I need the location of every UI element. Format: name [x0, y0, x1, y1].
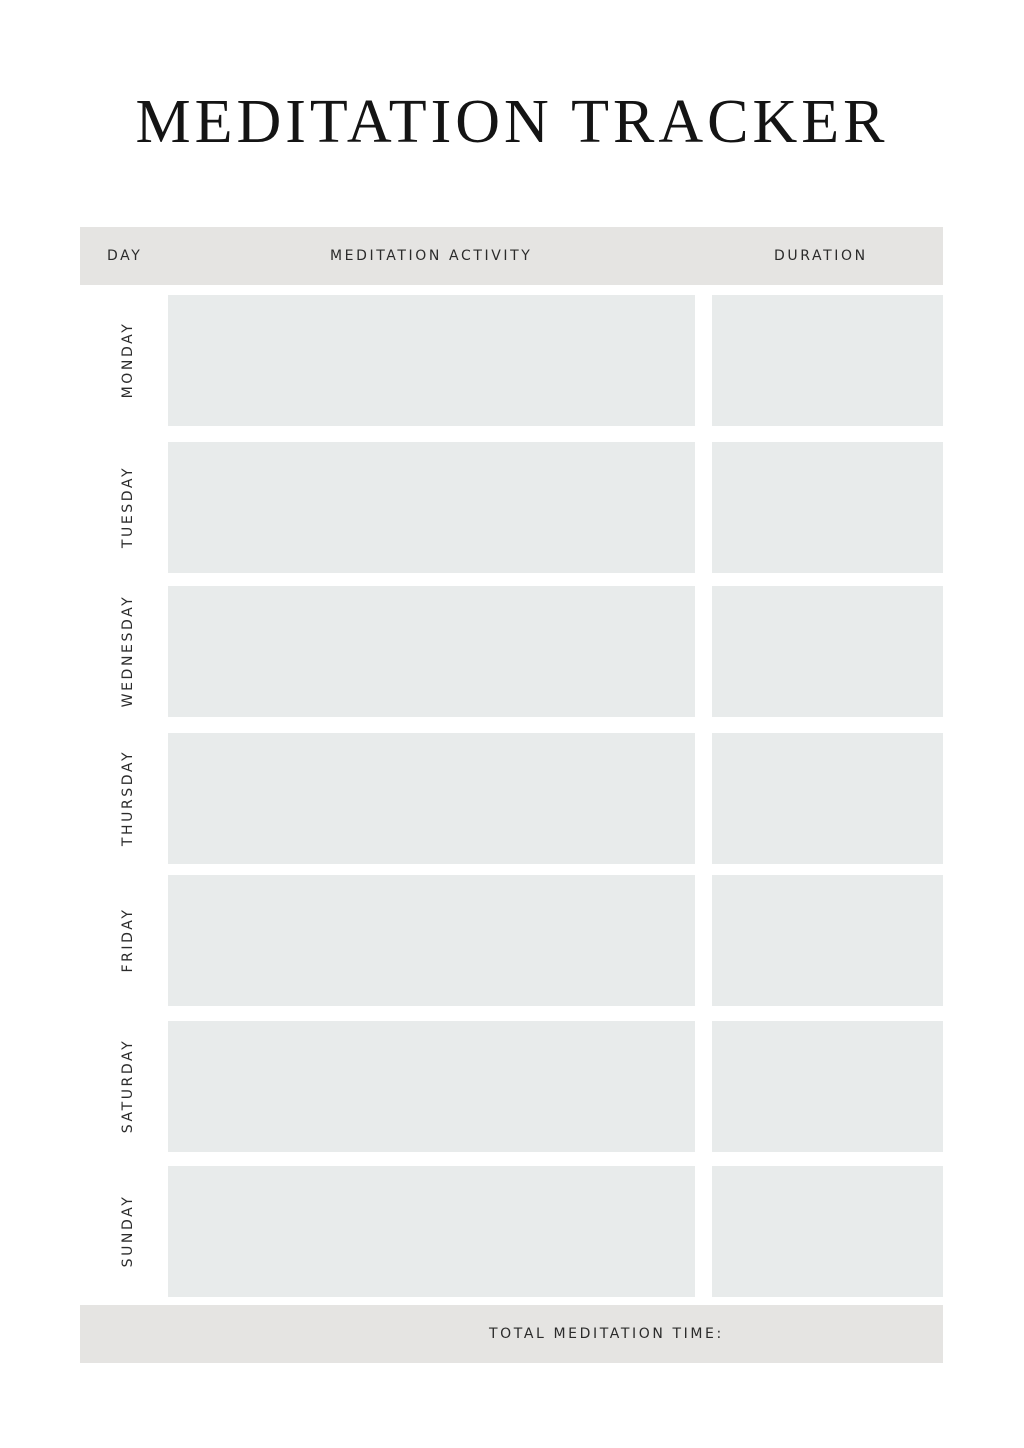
- activity-field-saturday[interactable]: [168, 1021, 695, 1152]
- day-label-tuesday: TUESDAY: [120, 465, 136, 549]
- header-activity: MEDITATION ACTIVITY: [330, 248, 533, 264]
- table-row-friday: [80, 875, 943, 1006]
- activity-field-thursday[interactable]: [168, 733, 695, 864]
- day-label-cell: [80, 442, 168, 573]
- header-day: DAY: [107, 248, 143, 264]
- total-meditation-time-label: TOTAL MEDITATION TIME:: [489, 1326, 724, 1342]
- header-duration: DURATION: [774, 248, 868, 264]
- day-label-cell: [80, 295, 168, 426]
- day-label-cell: [80, 875, 168, 1006]
- activity-field-tuesday[interactable]: [168, 442, 695, 573]
- activity-field-sunday[interactable]: [168, 1166, 695, 1297]
- table-row-sunday: [80, 1166, 943, 1297]
- duration-field-tuesday[interactable]: [712, 442, 943, 573]
- day-label-saturday: SATURDAY: [120, 1038, 136, 1134]
- day-label-thursday: THURSDAY: [120, 749, 136, 847]
- table-row-monday: [80, 295, 943, 426]
- total-footer: [80, 1305, 943, 1363]
- duration-field-sunday[interactable]: [712, 1166, 943, 1297]
- day-label-wednesday: WEDNESDAY: [120, 594, 136, 708]
- table-row-thursday: [80, 733, 943, 864]
- table-header: [80, 227, 943, 285]
- duration-field-monday[interactable]: [712, 295, 943, 426]
- duration-field-wednesday[interactable]: [712, 586, 943, 717]
- day-label-cell: [80, 1166, 168, 1297]
- duration-field-friday[interactable]: [712, 875, 943, 1006]
- day-label-cell: [80, 586, 168, 717]
- activity-field-wednesday[interactable]: [168, 586, 695, 717]
- duration-field-saturday[interactable]: [712, 1021, 943, 1152]
- day-label-sunday: SUNDAY: [120, 1194, 136, 1268]
- table-row-tuesday: [80, 442, 943, 573]
- table-row-saturday: [80, 1021, 943, 1152]
- page-title: MEDITATION TRACKER: [135, 88, 889, 156]
- activity-field-friday[interactable]: [168, 875, 695, 1006]
- day-label-cell: [80, 1021, 168, 1152]
- table-row-wednesday: [80, 586, 943, 717]
- day-label-monday: MONDAY: [120, 321, 136, 399]
- duration-field-thursday[interactable]: [712, 733, 943, 864]
- activity-field-monday[interactable]: [168, 295, 695, 426]
- day-label-friday: FRIDAY: [120, 907, 136, 973]
- day-label-cell: [80, 733, 168, 864]
